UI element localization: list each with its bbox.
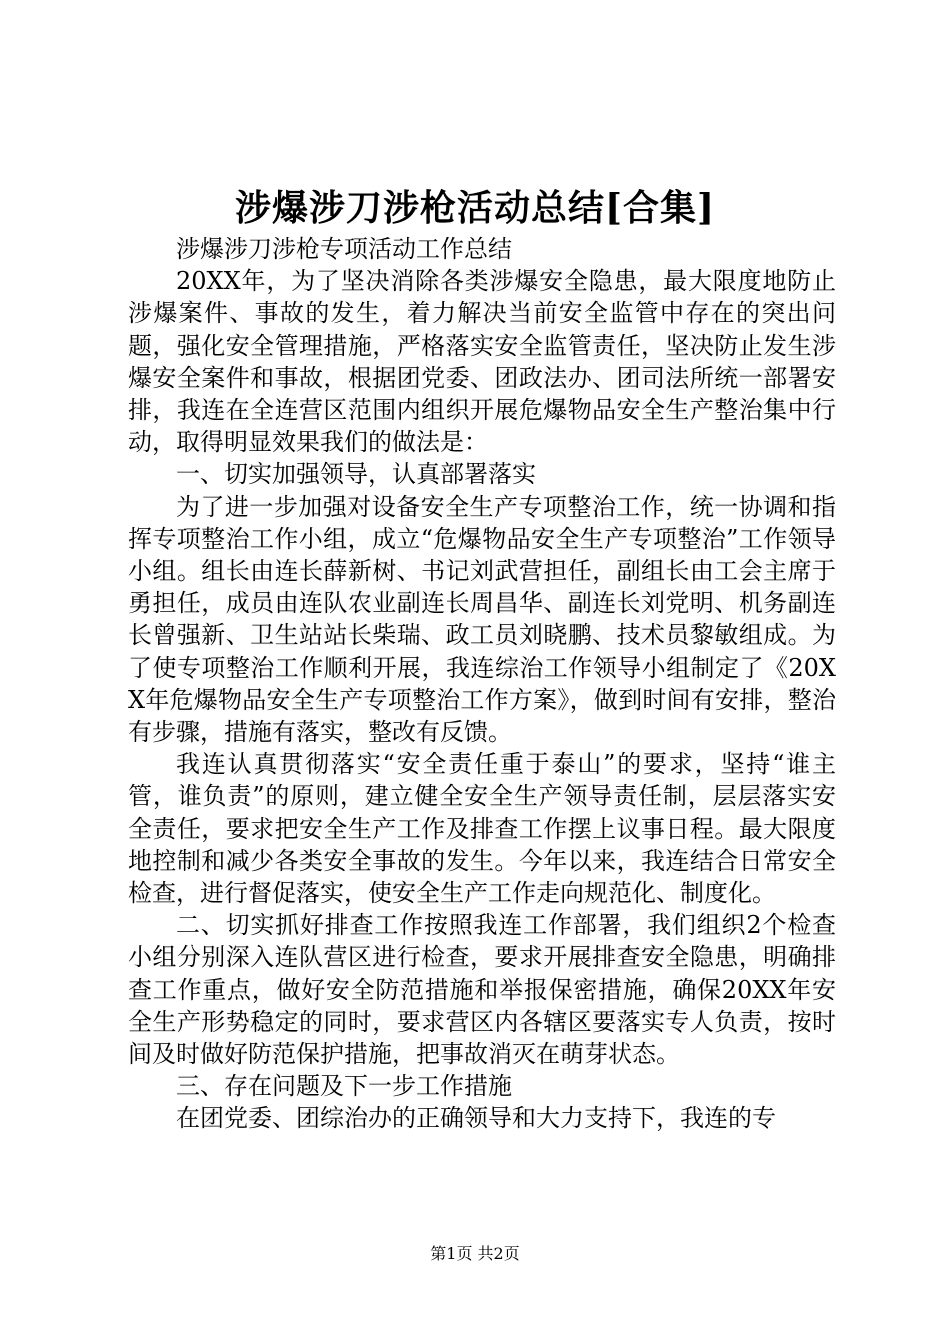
document-body — [128, 233, 836, 1135]
section-heading-1: 一、切实加强领导，认真部署落实 — [176, 460, 536, 489]
page-number-footer: 第1页 共2页 — [430, 1244, 520, 1263]
paragraph-intro: 20XX年，为了坚决消除各类涉爆安全隐患，最大限度地防止涉爆案件、事故的发生，着力解决当前安全监管中存在的突出问题，强化安全管理措施，严格落实安全监管责任，坚决防止发生涉爆安全案件和事故，根据团党委、团政法办、团司法所统一部署安排，我连在全连营区范围内组织开展危爆物品安全生产整治集中行动，取得明显效果我们的做法是： — [128, 267, 836, 457]
paragraph-leadership: 为了进一步加强对设备安全生产专项整治工作，统一协调和指挥专项整治工作小组，成立“危爆物品安全生产专项整治”工作领导小组。组长由连长薛新树、书记刘武营担任，副组长由工会主席于勇担任，成员由连队农业副连长周昌华、副连长刘党明、机务副连长曾强新、卫生站站长柴瑞、政工员刘晓鹏、技术员黎敏组成。为了使专项整治工作顺利开展，我连综治工作领导小组制定了《20XX年危爆物品安全生产专项整治工作方案》，做到时间有安排，整治有步骤，措施有落实，整改有反馈。 — [128, 492, 836, 747]
paragraph-inspection: 二、切实抓好排查工作按照我连工作部署，我们组织2个检查小组分别深入连队营区进行检查，要求开展排查安全隐患，明确排查工作重点，做好安全防范措施和举报保密措施，确保20XX年安全生产形势稳定的同时，要求营区内各辖区要落实专人负责，按时间及时做好防范保护措施，把事故消灭在萌芽状态。 — [128, 911, 836, 1069]
paragraph-continued: 在团党委、团综治办的正确领导和大力支持下，我连的专 — [176, 1104, 776, 1133]
paragraph-subtitle: 涉爆涉刀涉枪专项活动工作总结 — [176, 235, 512, 263]
paragraph-responsibility: 我连认真贯彻落实“安全责任重于泰山”的要求，坚持“谁主管，谁负责”的原则，建立健全安全生产领导责任制，层层落实安全责任，要求把安全生产工作及排查工作摆上议事日程。最大限度地控制和减少各类安全事故的发生。今年以来，我连结合日常安全检查，进行督促落实，使安全生产工作走向规范化、制度化。 — [128, 750, 836, 908]
document-title: 涉爆涉刀涉枪活动总结[合集] — [234, 187, 716, 229]
section-heading-3: 三、存在问题及下一步工作措施 — [176, 1072, 512, 1101]
